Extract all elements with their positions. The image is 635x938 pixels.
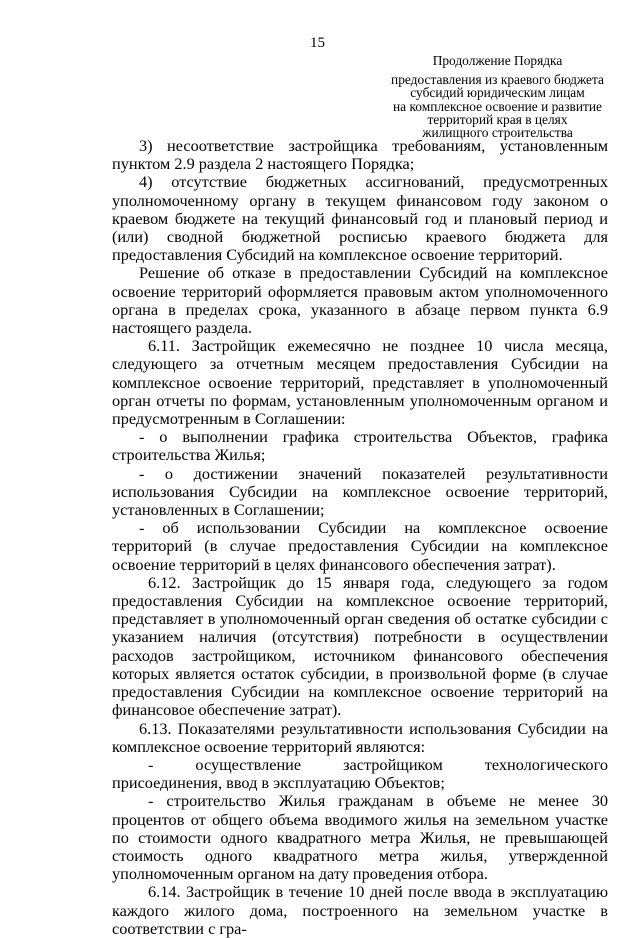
appendix-header xyxy=(380,54,615,139)
list-item: - осуществление застройщиком технологического присоединения, ввод в эксплуатацию Объектов; xyxy=(112,754,608,793)
paragraph: 3) несоответствие застройщика требованиям, установленным пунктом 2.9 раздела 2 настоящего Порядка; xyxy=(112,136,608,174)
paragraph: 6.12. Застройщик до 15 января года, следующего за годом предоставления Субсидии на комплексное освоение территорий, представляет в уполномоченный орган сведения об остатке субсидии с указанием наличия (отсутствия) потребности в осуществлении расходов застройщиком, источником финансового обеспечения которых является остаток субсидии, в произвольной форме (в случае предоставления Субсидии на комплексное освоение территорий на финансовое обеспечение затрат). xyxy=(112,572,608,720)
list-item: - о достижении значений показателей результативности использования Субсидии на комплексное освоение территорий, установленных в Соглашении; xyxy=(112,463,608,520)
list-item: - о выполнении графика строительства Объектов, графика строительства Жилья; xyxy=(112,427,608,465)
paragraph: Решение об отказе в предоставлении Субсидий на комплексное освоение территорий оформляется правовым актом уполномоченного органа в пределах срока, указанного в абзаце первом пункта 6.9 настоящего раздела. xyxy=(112,263,608,338)
header-line: на комплексное освоение и развитие xyxy=(393,98,602,114)
paragraph: 6.13. Показателями результативности использования Субсидии на комплексное освоение территорий являются: xyxy=(112,718,608,756)
list-item: - строительство Жилья гражданам в объеме не менее 30 процентов от общего объема вводимого жилья на земельном участке по стоимости одного квадратного метра Жилья, не превышающей стоимость одного квадратного метра жилья, утвержденной уполномоченным органом на дату проведения отбора. xyxy=(112,791,608,884)
header-line: территорий края в целях xyxy=(427,111,568,127)
header-line: предоставления из краевого бюджета xyxy=(391,72,604,88)
document-body xyxy=(112,137,608,938)
paragraph: 4) отсутствие бюджетных ассигнований, предусмотренных уполномоченному органу в текущем финансовом году законом о краевом бюджете на текущий финансовый год и плановый период и (или) сводной бюджетной росписью краевого бюджета для предоставления Субсидий на комплексное освоение территорий. xyxy=(112,172,608,265)
header-line: жилищного строительства xyxy=(422,125,573,141)
list-item: - об использовании Субсидии на комплексное освоение территорий (в случае предоставления Субсидии на комплексное освоение территорий в целях финансового обеспечения затрат). xyxy=(112,518,608,574)
page-number: 15 xyxy=(310,35,325,51)
header-line: субсидий юридическим лицам xyxy=(410,85,585,101)
header-title: Продолжение Порядка xyxy=(432,53,563,68)
paragraph: 6.11. Застройщик ежемесячно не позднее 10 числа месяца, следующего за отчетным месяцем предоставления Субсидии на комплексное освоение территорий, представляет в уполномоченный орган отчеты по формам, установленным уполномоченным органом и предусмотренным в Соглашении: xyxy=(112,336,608,429)
paragraph: 6.14. Застройщик в течение 10 дней после ввода в эксплуатацию каждого жилого дома, построенного на земельном участке в соответствии с гра- xyxy=(112,882,608,938)
